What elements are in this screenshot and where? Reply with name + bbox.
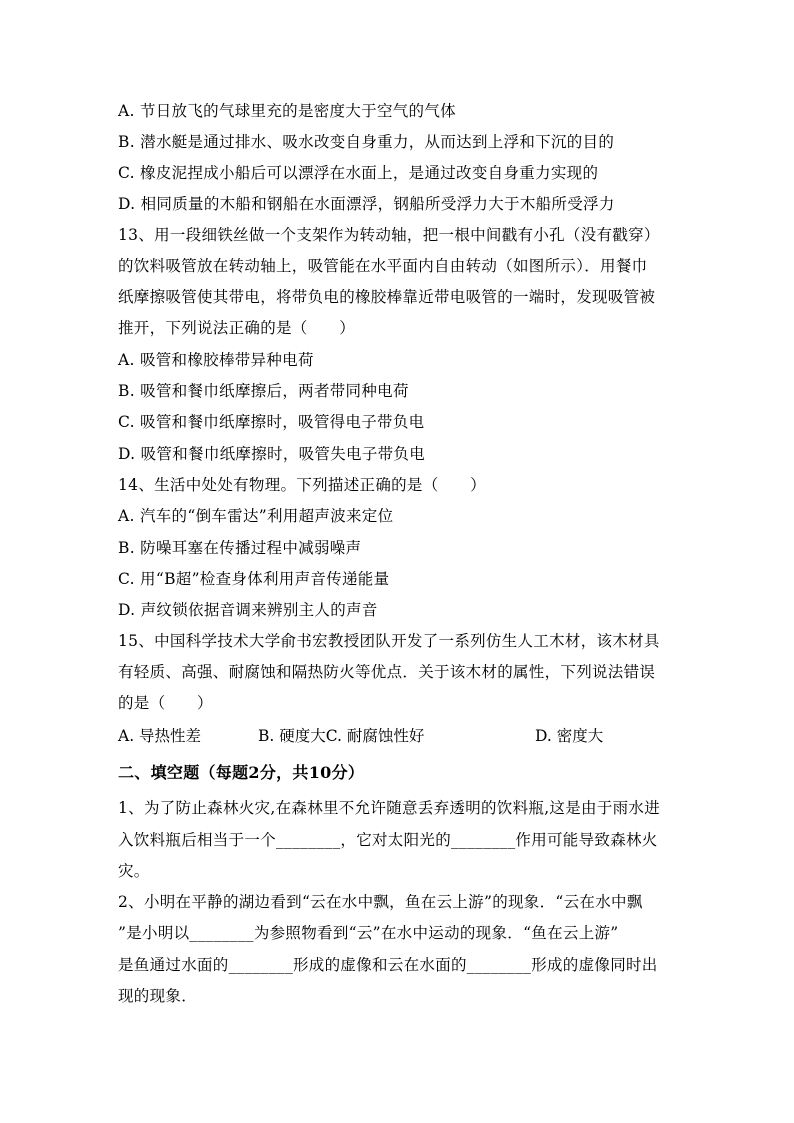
q12-option-a: A. 节日放飞的气球里充的是密度大于空气的气体	[118, 102, 456, 120]
fill1-line-3: 灾。	[118, 862, 150, 880]
q15-option-bc: B. 硬度大C. 耐腐蚀性好	[258, 727, 425, 745]
q15-option-a: A. 导热性差	[118, 727, 202, 745]
q12-option-b: B. 潜水艇是通过排水、吸水改变自身重力，从而达到上浮和下沉的目的	[118, 133, 615, 151]
q13-stem-line-1: 13、用一段细铁丝做一个支架作为转动轴，把一根中间戳有小孔（没有戳穿）	[118, 226, 660, 244]
q15-stem-line-1: 15、中国科学技术大学俞书宏教授团队开发了一系列仿生人工木材，该木材具	[118, 632, 660, 650]
q14-stem: 14、生活中处处有物理。下列描述正确的是（ ）	[118, 476, 486, 494]
fill2-line-2: ”是小明以________为参照物看到“云”在水中运动的现象．“鱼在云上游”	[118, 924, 619, 942]
q13-option-c: C. 吸管和餐巾纸摩擦时，吸管得电子带负电	[118, 413, 425, 431]
q13-stem-line-2: 的饮料吸管放在转动轴上，吸管能在水平面内自由转动（如图所示）．用餐巾	[118, 257, 648, 275]
q15-option-d: D. 密度大	[535, 727, 604, 745]
section-heading: 二、填空题（每题2分，共10分）	[118, 763, 365, 782]
fill1-line-2: 入饮料瓶后相当于一个________，它对太阳光的________作用可能导致森林火	[118, 831, 658, 849]
q13-stem-line-4: 推开，下列说法正确的是（ ）	[118, 319, 356, 337]
q15-stem-line-2: 有轻质、高强、耐腐蚀和隔热防火等优点．关于该木材的属性，下列说法错误	[118, 663, 656, 681]
q12-option-d: D. 相同质量的木船和钢船在水面漂浮，钢船所受浮力大于木船所受浮力	[118, 195, 615, 213]
q13-option-b: B. 吸管和餐巾纸摩擦后，两者带同种电荷	[118, 382, 409, 400]
q14-option-c: C. 用“B超”检查身体利用声音传递能量	[118, 570, 390, 588]
fill2-line-4: 现的现象．	[118, 987, 198, 1005]
fill2-line-1: 2、小明在平静的湖边看到“云在水中飘，鱼在云上游”的现象．“云在水中飘	[118, 893, 643, 911]
q13-stem-line-3: 纸摩擦吸管使其带电，将带负电的橡胶棒靠近带电吸管的一端时，发现吸管被	[118, 288, 656, 306]
q14-option-b: B. 防噪耳塞在传播过程中减弱噪声	[118, 539, 362, 557]
fill1-line-1: 1、为了防止森林火灾,在森林里不允许随意丢弃透明的饮料瓶,这是由于雨水进	[118, 799, 661, 817]
q15-stem-line-3: 的是（ ）	[118, 694, 213, 712]
q12-option-c: C. 橡皮泥捏成小船后可以漂浮在水面上，是通过改变自身重力实现的	[118, 164, 599, 182]
q14-option-d: D. 声纹锁依据音调来辨别主人的声音	[118, 601, 378, 619]
q14-option-a: A. 汽车的“倒车雷达”利用超声波来定位	[118, 507, 394, 525]
q13-option-d: D. 吸管和餐巾纸摩擦时，吸管失电子带负电	[118, 445, 426, 463]
q13-option-a: A. 吸管和橡胶棒带异种电荷	[118, 351, 314, 369]
fill2-line-3: 是鱼通过水面的________形成的虚像和云在水面的________形成的虚像同时出	[118, 956, 658, 974]
